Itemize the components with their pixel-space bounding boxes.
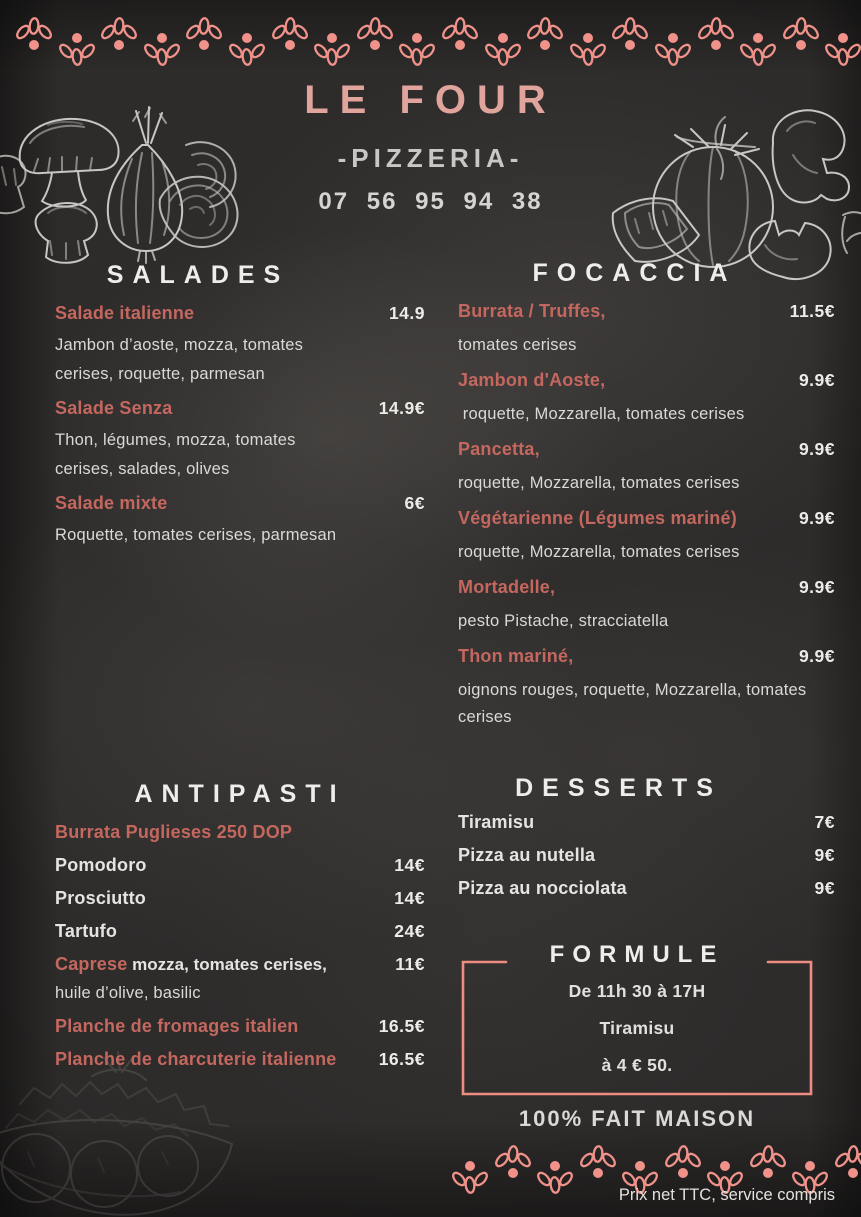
item-desc-line: cerises, roquette, parmesan <box>55 365 265 383</box>
item-desc-line: huile d’olive, basilic <box>55 984 201 1002</box>
item-name: Prosciutto <box>55 888 147 908</box>
item-name: Jambon d'Aoste, <box>458 370 606 390</box>
flower-icon <box>665 1140 701 1186</box>
item-price: 14€ <box>394 888 425 908</box>
flower-icon <box>580 1140 616 1186</box>
formule-line: Tiramisu <box>599 1018 675 1038</box>
item-desc-line: pesto Pistache, stracciatella <box>458 612 669 630</box>
item-name: Tiramisu <box>458 812 535 832</box>
menu-item <box>55 1048 425 1072</box>
item-description <box>458 401 835 428</box>
section-title-desserts: DESSERTS <box>515 774 722 802</box>
item-price: 9.9€ <box>798 577 835 597</box>
menu-item <box>458 438 835 497</box>
flower-motif <box>527 12 563 58</box>
flower-icon <box>527 12 563 58</box>
flower-icon <box>825 25 861 71</box>
flower-motif <box>783 12 819 58</box>
flower-icon <box>272 12 308 58</box>
price-note: Prix net TTC, service compris <box>618 1186 835 1204</box>
flower-icon <box>750 1140 786 1186</box>
item-description <box>458 608 835 635</box>
item-name: Salade italienne <box>55 303 195 323</box>
flower-motif <box>570 25 606 71</box>
item-price: 16.5€ <box>378 1049 425 1069</box>
item-name: Pizza au nocciolata <box>458 878 627 898</box>
flower-motif <box>612 12 648 58</box>
menu-item <box>458 300 835 359</box>
subtitle: -PIZZERIA- <box>337 143 524 173</box>
flower-icon <box>612 12 648 58</box>
flower-motif <box>537 1153 573 1199</box>
item-desc-line: oignons rouges, roquette, Mozzarella, tomates <box>458 681 807 699</box>
item-name: Salade Senza <box>55 398 173 418</box>
item-desc-line: cerises <box>458 708 512 726</box>
formule-line: De 11h 30 à 17H <box>568 981 706 1001</box>
menu-item <box>458 369 835 428</box>
item-price: 9€ <box>814 845 835 865</box>
item-price: 9€ <box>814 878 835 898</box>
page-title: LE FOUR <box>304 78 557 122</box>
formule-box <box>459 941 815 1098</box>
flower-motif <box>825 25 861 71</box>
menu-item <box>55 887 425 911</box>
item-price: 7€ <box>814 812 835 832</box>
menu-header <box>0 78 861 216</box>
flower-icon <box>452 1153 488 1199</box>
desserts-section <box>458 774 835 910</box>
formule-line: à 4 € 50. <box>601 1055 673 1075</box>
formule-title: FORMULE <box>549 941 725 968</box>
menu-item <box>55 920 425 944</box>
menu-item <box>458 877 835 901</box>
item-price: 11€ <box>395 954 425 974</box>
item-desc-line: roquette, Mozzarella, tomates cerises <box>458 543 740 561</box>
flower-icon <box>495 1140 531 1186</box>
flower-motif <box>101 12 137 58</box>
flower-icon <box>357 12 393 58</box>
flower-motif <box>144 25 180 71</box>
flower-icon <box>59 25 95 71</box>
item-name: Burrata / Truffes, <box>458 301 606 321</box>
item-name: Caprese mozza, tomates cerises, <box>55 954 327 974</box>
section-title-salades: SALADES <box>106 261 290 289</box>
item-name: Pizza au nutella <box>458 845 596 865</box>
item-desc-line: cerises, salades, olives <box>55 460 230 478</box>
item-price: 14.9 <box>388 303 425 323</box>
item-desc-line: roquette, Mozzarella, tomates cerises <box>458 474 740 492</box>
flower-motif <box>485 25 521 71</box>
menu-item <box>55 1015 425 1039</box>
flower-motif <box>750 1140 786 1186</box>
item-description <box>458 332 835 359</box>
antipasti-section <box>55 780 425 1081</box>
menu-item <box>55 302 425 389</box>
flower-motif <box>357 12 393 58</box>
item-price: 24€ <box>394 921 425 941</box>
flower-icon <box>783 12 819 58</box>
flower-icon <box>835 1140 861 1186</box>
flower-icon <box>229 25 265 71</box>
flower-icon <box>101 12 137 58</box>
flower-icon <box>655 25 691 71</box>
flower-motif <box>665 1140 701 1186</box>
flower-motif <box>740 25 776 71</box>
flower-motif <box>16 12 52 58</box>
item-description <box>458 677 835 731</box>
flower-motif <box>229 25 265 71</box>
flower-icon <box>186 12 222 58</box>
item-description <box>55 331 425 389</box>
flower-motif <box>314 25 350 71</box>
item-description <box>55 521 425 550</box>
item-description <box>458 470 835 497</box>
menu-item <box>55 397 425 484</box>
item-description <box>55 980 425 1006</box>
flower-motif <box>580 1140 616 1186</box>
menu-item <box>55 821 425 845</box>
flower-icon <box>144 25 180 71</box>
flower-motif <box>655 25 691 71</box>
item-price: 9.9€ <box>798 646 835 666</box>
item-name: Végétarienne (Légumes mariné) <box>458 508 737 528</box>
item-name: Salade mixte <box>55 493 168 513</box>
section-title-focaccia: FOCACCIA <box>532 259 737 287</box>
item-name: Mortadelle, <box>458 577 556 597</box>
flower-icon <box>16 12 52 58</box>
phone-number: 07 56 95 94 38 <box>318 188 543 215</box>
item-name: Pancetta, <box>458 439 540 459</box>
item-name: Planche de charcuterie italienne <box>55 1049 337 1069</box>
section-title-antipasti: ANTIPASTI <box>134 780 346 808</box>
item-price: 11.5€ <box>789 301 835 321</box>
menu-item <box>458 576 835 635</box>
flower-motif <box>452 1153 488 1199</box>
item-name: Burrata Puglieses 250 DOP <box>55 822 293 842</box>
item-description <box>458 539 835 566</box>
flower-motif <box>186 12 222 58</box>
item-name: Thon mariné, <box>458 646 574 666</box>
flower-icon <box>740 25 776 71</box>
item-desc-line: tomates cerises <box>458 336 577 354</box>
item-price: 16.5€ <box>378 1016 425 1036</box>
item-price: 14€ <box>394 855 425 875</box>
item-price: 9.9€ <box>798 370 835 390</box>
flower-motif <box>59 25 95 71</box>
flower-border-top <box>0 12 861 74</box>
menu-item <box>55 492 425 550</box>
item-desc-line: Roquette, tomates cerises, parmesan <box>55 526 337 544</box>
flower-icon <box>537 1153 573 1199</box>
item-description <box>55 426 425 484</box>
item-name: Planche de fromages italien <box>55 1016 299 1036</box>
menu-item <box>55 854 425 878</box>
item-name: Pomodoro <box>55 855 147 875</box>
item-name: Tartufo <box>55 921 118 941</box>
flower-motif <box>399 25 435 71</box>
flower-motif <box>495 1140 531 1186</box>
item-desc-line: Jambon d’aoste, mozza, tomates <box>55 336 304 354</box>
flower-icon <box>485 25 521 71</box>
flower-motif <box>272 12 308 58</box>
flower-icon <box>698 12 734 58</box>
item-price: 9.9€ <box>798 439 835 459</box>
item-price: 6€ <box>404 493 425 513</box>
flower-motif <box>835 1140 861 1186</box>
menu-item <box>458 645 835 731</box>
salades-section <box>55 261 425 558</box>
item-desc-line: Thon, légumes, mozza, tomates <box>55 431 296 449</box>
menu-item <box>458 507 835 566</box>
menu-item <box>55 953 425 1006</box>
flower-icon <box>314 25 350 71</box>
tagline: 100% FAIT MAISON <box>518 1106 756 1131</box>
flower-icon <box>442 12 478 58</box>
item-price: 14.9€ <box>378 398 425 418</box>
menu-item <box>458 811 835 835</box>
item-desc-line: roquette, Mozzarella, tomates cerises <box>458 405 745 423</box>
flower-motif <box>698 12 734 58</box>
item-price: 9.9€ <box>798 508 835 528</box>
flower-icon <box>570 25 606 71</box>
menu-item <box>458 844 835 868</box>
focaccia-section <box>458 259 835 741</box>
flower-motif <box>442 12 478 58</box>
flower-icon <box>399 25 435 71</box>
